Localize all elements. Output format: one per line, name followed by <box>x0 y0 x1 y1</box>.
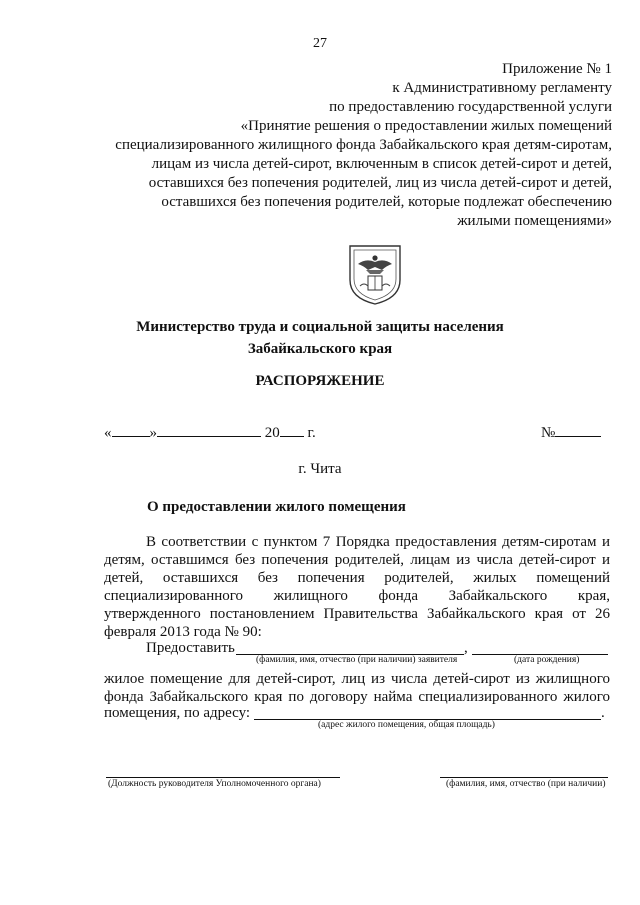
ministry-name-line1: Министерство труда и социальной защиты населения <box>136 319 504 335</box>
appendix-line: специализированного жилищного фонда Забайкальского края детям-сиротам, <box>115 137 612 153</box>
appendix-line: оставшихся без попечения родителей, лиц из числа детей-сирот и детей, <box>148 175 612 191</box>
document-type: РАСПОРЯЖЕНИЕ <box>255 373 385 389</box>
body-line: детям, оставшимся без попечения родителей, лицам из числа детей-сирот и <box>104 552 610 568</box>
city: г. Чита <box>298 461 342 477</box>
number-label: № <box>541 425 556 441</box>
caption-birthdate: (дата рождения) <box>514 655 580 665</box>
body-line: жилое помещение для детей-сирот, лиц из числа детей-сирот из жилищного <box>104 671 610 687</box>
appendix-line: лицам из числа детей-сирот, включенным в список детей-сирот и детей, <box>151 156 612 172</box>
body-line: февраля 2013 года № 90: <box>104 624 262 640</box>
appendix-line: оставшихся без попечения родителей, которые подлежат обеспечению <box>161 194 612 210</box>
appendix-line: жилыми помещениями» <box>457 213 612 229</box>
body-line: специализированного жилищного фонда Забайкальского края, <box>104 588 610 604</box>
coat-of-arms-emblem-icon <box>344 240 406 306</box>
date-open-quote: « <box>104 425 112 441</box>
number-blank <box>555 422 601 437</box>
provide-label: Предоставить <box>146 640 235 656</box>
caption-position: (Должность руководителя Уполномоченного органа) <box>108 779 321 789</box>
caption-applicant: (фамилия, имя, отчество (при наличии) заявителя <box>256 655 458 665</box>
address-end: . <box>601 705 605 721</box>
position-blank <box>106 777 340 778</box>
subject-heading: О предоставлении жилого помещения <box>147 499 406 515</box>
year-prefix: 20 <box>264 425 280 441</box>
ministry-name-line2: Забайкальского края <box>247 341 393 357</box>
page-number: 27 <box>313 36 327 51</box>
year-blank <box>280 422 304 437</box>
caption-address: (адрес жилого помещения, общая площадь) <box>318 720 495 730</box>
day-blank <box>112 422 150 437</box>
name-blank <box>440 777 608 778</box>
date-close-quote: » <box>149 425 157 441</box>
appendix-line: Приложение № 1 <box>502 61 612 77</box>
date-field <box>104 422 316 442</box>
body-line: утвержденного постановлением Правительства Забайкальского края от 26 <box>104 606 610 622</box>
caption-name: (фамилия, имя, отчество (при наличии) <box>446 779 606 789</box>
body-line: В соответствии с пунктом 7 Порядка предоставления детям-сиротам и <box>146 534 610 550</box>
body-line: детей, оставшихся без попечения родителей, жилых помещений <box>104 570 610 586</box>
number-field <box>541 422 601 442</box>
provide-comma: , <box>464 640 468 656</box>
appendix-line: по предоставлению государственной услуги <box>329 99 612 115</box>
appendix-line: к Административному регламенту <box>392 80 612 96</box>
body-line: фонда Забайкальского края по договору найма специализированного жилого <box>104 689 610 705</box>
appendix-line: «Принятие решения о предоставлении жилых помещений <box>240 118 612 134</box>
month-blank <box>157 422 261 437</box>
year-suffix: г. <box>307 425 316 441</box>
address-label: помещения, по адресу: <box>104 705 251 721</box>
